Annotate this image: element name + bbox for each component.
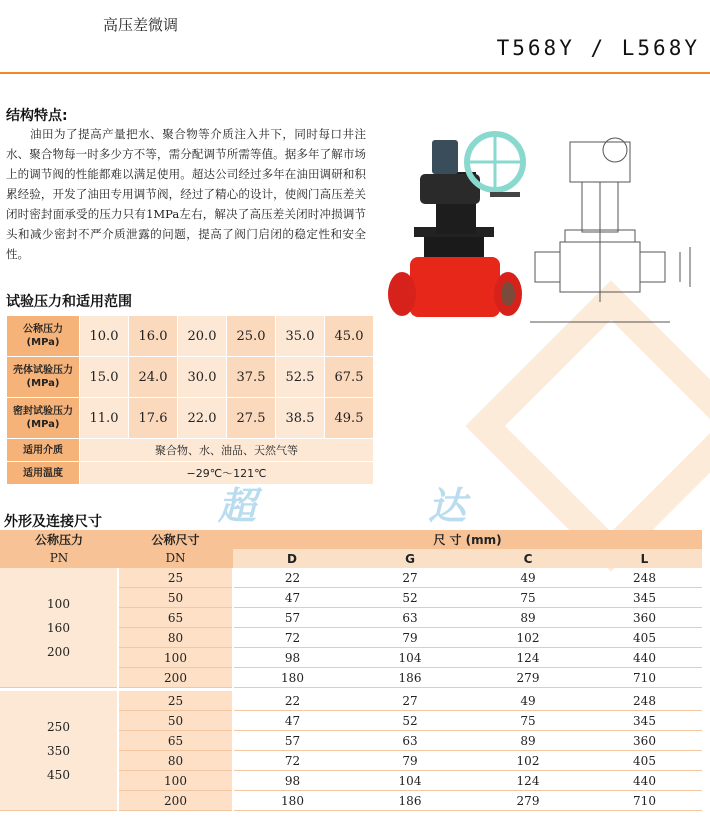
table-cell: 17.6 bbox=[129, 398, 178, 439]
pn-value: 250 bbox=[47, 719, 70, 734]
dn-cell: 200 bbox=[118, 668, 233, 688]
table-cell: 11.0 bbox=[80, 398, 129, 439]
pn-value: 100 bbox=[47, 596, 70, 611]
dn-cell: 50 bbox=[118, 588, 233, 608]
features-body: 油田为了提高产量把水、聚合物等介质注入井下，同时每口井注水、聚合物每一时多少方不等，需分配调节所需等值。据多年了解市场上的调节阀的性能都难以满足使用。超达公司经过多年在油田调研和积累经验，开发了油田专用调节阀，经过了精心的设计，使阀门高压差关闭时密封面承受的压力只有1MPa左右，解决了高压差关闭时冲损调节头和减少密封不严介质泄露的问题，提高了阀门启闭的稳定性和安全性。 bbox=[6, 127, 366, 261]
table-cell: 30.0 bbox=[178, 357, 227, 398]
dn-cell: 50 bbox=[118, 711, 233, 731]
table-cell: 22.0 bbox=[178, 398, 227, 439]
table-cell: 89 bbox=[469, 608, 587, 628]
column-header: L bbox=[587, 549, 702, 568]
valve-photo bbox=[380, 112, 530, 332]
table-cell: 72 bbox=[233, 751, 351, 771]
table-cell: 360 bbox=[587, 731, 702, 751]
table-cell: 102 bbox=[469, 751, 587, 771]
test-pressure-heading: 试验压力和适用范围 bbox=[6, 294, 132, 310]
table-cell: 52 bbox=[351, 588, 469, 608]
dn-cell: 65 bbox=[118, 608, 233, 628]
table-cell: 20.0 bbox=[178, 316, 227, 357]
dn-cell: 200 bbox=[118, 791, 233, 811]
table-cell: 27.5 bbox=[227, 398, 276, 439]
table-cell: 63 bbox=[351, 731, 469, 751]
table-cell: 75 bbox=[469, 711, 587, 731]
table-cell: 345 bbox=[587, 588, 702, 608]
pn-value: 450 bbox=[47, 767, 70, 782]
table-cell: 186 bbox=[351, 791, 469, 811]
pn-value: 350 bbox=[47, 743, 70, 758]
table-cell: 35.0 bbox=[276, 316, 325, 357]
table-cell: 279 bbox=[469, 668, 587, 688]
watermark-char: 达 bbox=[428, 484, 467, 528]
table-cell: 104 bbox=[351, 648, 469, 668]
row-label: 公称压力 (MPa) bbox=[7, 316, 80, 357]
table-row bbox=[0, 691, 702, 711]
table-cell: 10.0 bbox=[80, 316, 129, 357]
table-cell: 124 bbox=[469, 648, 587, 668]
table-cell: 186 bbox=[351, 668, 469, 688]
pn-cell bbox=[0, 691, 118, 811]
table-cell: 15.0 bbox=[80, 357, 129, 398]
table-cell: 27 bbox=[351, 691, 469, 711]
watermark-char: 超 bbox=[218, 484, 257, 528]
column-header-dn: 公称尺寸 DN bbox=[118, 530, 233, 568]
dn-cell: 80 bbox=[118, 751, 233, 771]
table-cell: 180 bbox=[233, 791, 351, 811]
table-cell: 67.5 bbox=[325, 357, 374, 398]
column-header-size: 尺 寸 (mm) bbox=[233, 530, 702, 549]
table-cell: 440 bbox=[587, 771, 702, 791]
table-cell: 710 bbox=[587, 668, 702, 688]
medium-value: 聚合物、水、油品、天然气等 bbox=[80, 439, 374, 462]
table-cell: 405 bbox=[587, 628, 702, 648]
column-header: G bbox=[351, 549, 469, 568]
table-cell: 72 bbox=[233, 628, 351, 648]
table-cell: 360 bbox=[587, 608, 702, 628]
table-cell: 98 bbox=[233, 648, 351, 668]
features-heading: 结构特点: bbox=[6, 108, 68, 124]
row-label: 适用温度 bbox=[7, 462, 80, 485]
table-cell: 98 bbox=[233, 771, 351, 791]
table-cell: 104 bbox=[351, 771, 469, 791]
pn-value: 200 bbox=[47, 644, 70, 659]
column-header: C bbox=[469, 549, 587, 568]
table-cell: 63 bbox=[351, 608, 469, 628]
dimensions-heading: 外形及连接尺寸 bbox=[4, 514, 102, 530]
page-title: 高压差微调 bbox=[103, 16, 179, 34]
column-header-pn: 公称压力 PN bbox=[0, 530, 118, 568]
header-row bbox=[0, 530, 702, 549]
table-cell: 102 bbox=[469, 628, 587, 648]
test-pressure-table bbox=[6, 315, 374, 485]
table-cell: 180 bbox=[233, 668, 351, 688]
brand-watermark bbox=[218, 475, 498, 528]
dimensions-table bbox=[0, 530, 702, 811]
table-row bbox=[7, 316, 374, 357]
row-label: 适用介质 bbox=[7, 439, 80, 462]
dn-cell: 65 bbox=[118, 731, 233, 751]
table-cell: 27 bbox=[351, 568, 469, 588]
table-cell: 52.5 bbox=[276, 357, 325, 398]
row-label: 密封试验压力 (MPa) bbox=[7, 398, 80, 439]
table-cell: 75 bbox=[469, 588, 587, 608]
dn-cell: 25 bbox=[118, 568, 233, 588]
table-row bbox=[0, 568, 702, 588]
table-cell: 57 bbox=[233, 608, 351, 628]
dn-cell: 80 bbox=[118, 628, 233, 648]
table-row bbox=[7, 357, 374, 398]
pn-value: 160 bbox=[47, 620, 70, 635]
temperature-value: −29℃～121℃ bbox=[80, 462, 374, 485]
table-cell: 49.5 bbox=[325, 398, 374, 439]
table-cell: 38.5 bbox=[276, 398, 325, 439]
table-cell: 79 bbox=[351, 628, 469, 648]
table-cell: 248 bbox=[587, 568, 702, 588]
table-cell: 52 bbox=[351, 711, 469, 731]
table-cell: 124 bbox=[469, 771, 587, 791]
table-row bbox=[7, 439, 374, 462]
table-cell: 49 bbox=[469, 691, 587, 711]
table-cell: 22 bbox=[233, 568, 351, 588]
dn-cell: 100 bbox=[118, 771, 233, 791]
table-cell: 89 bbox=[469, 731, 587, 751]
table-cell: 22 bbox=[233, 691, 351, 711]
table-cell: 405 bbox=[587, 751, 702, 771]
header-divider bbox=[0, 72, 710, 74]
pn-cell bbox=[0, 568, 118, 688]
column-header: D bbox=[233, 549, 351, 568]
model-number: T568Y / L568Y bbox=[496, 36, 700, 60]
table-cell: 57 bbox=[233, 731, 351, 751]
dn-cell: 25 bbox=[118, 691, 233, 711]
table-cell: 37.5 bbox=[227, 357, 276, 398]
table-cell: 47 bbox=[233, 588, 351, 608]
table-row bbox=[7, 398, 374, 439]
table-cell: 24.0 bbox=[129, 357, 178, 398]
table-cell: 79 bbox=[351, 751, 469, 771]
valve-drawing bbox=[530, 122, 702, 332]
table-cell: 345 bbox=[587, 711, 702, 731]
table-cell: 49 bbox=[469, 568, 587, 588]
table-cell: 25.0 bbox=[227, 316, 276, 357]
dn-cell: 100 bbox=[118, 648, 233, 668]
table-cell: 16.0 bbox=[129, 316, 178, 357]
row-label: 壳体试验压力 (MPa) bbox=[7, 357, 80, 398]
table-cell: 440 bbox=[587, 648, 702, 668]
table-cell: 248 bbox=[587, 691, 702, 711]
table-cell: 279 bbox=[469, 791, 587, 811]
table-cell: 47 bbox=[233, 711, 351, 731]
table-cell: 45.0 bbox=[325, 316, 374, 357]
table-cell: 710 bbox=[587, 791, 702, 811]
